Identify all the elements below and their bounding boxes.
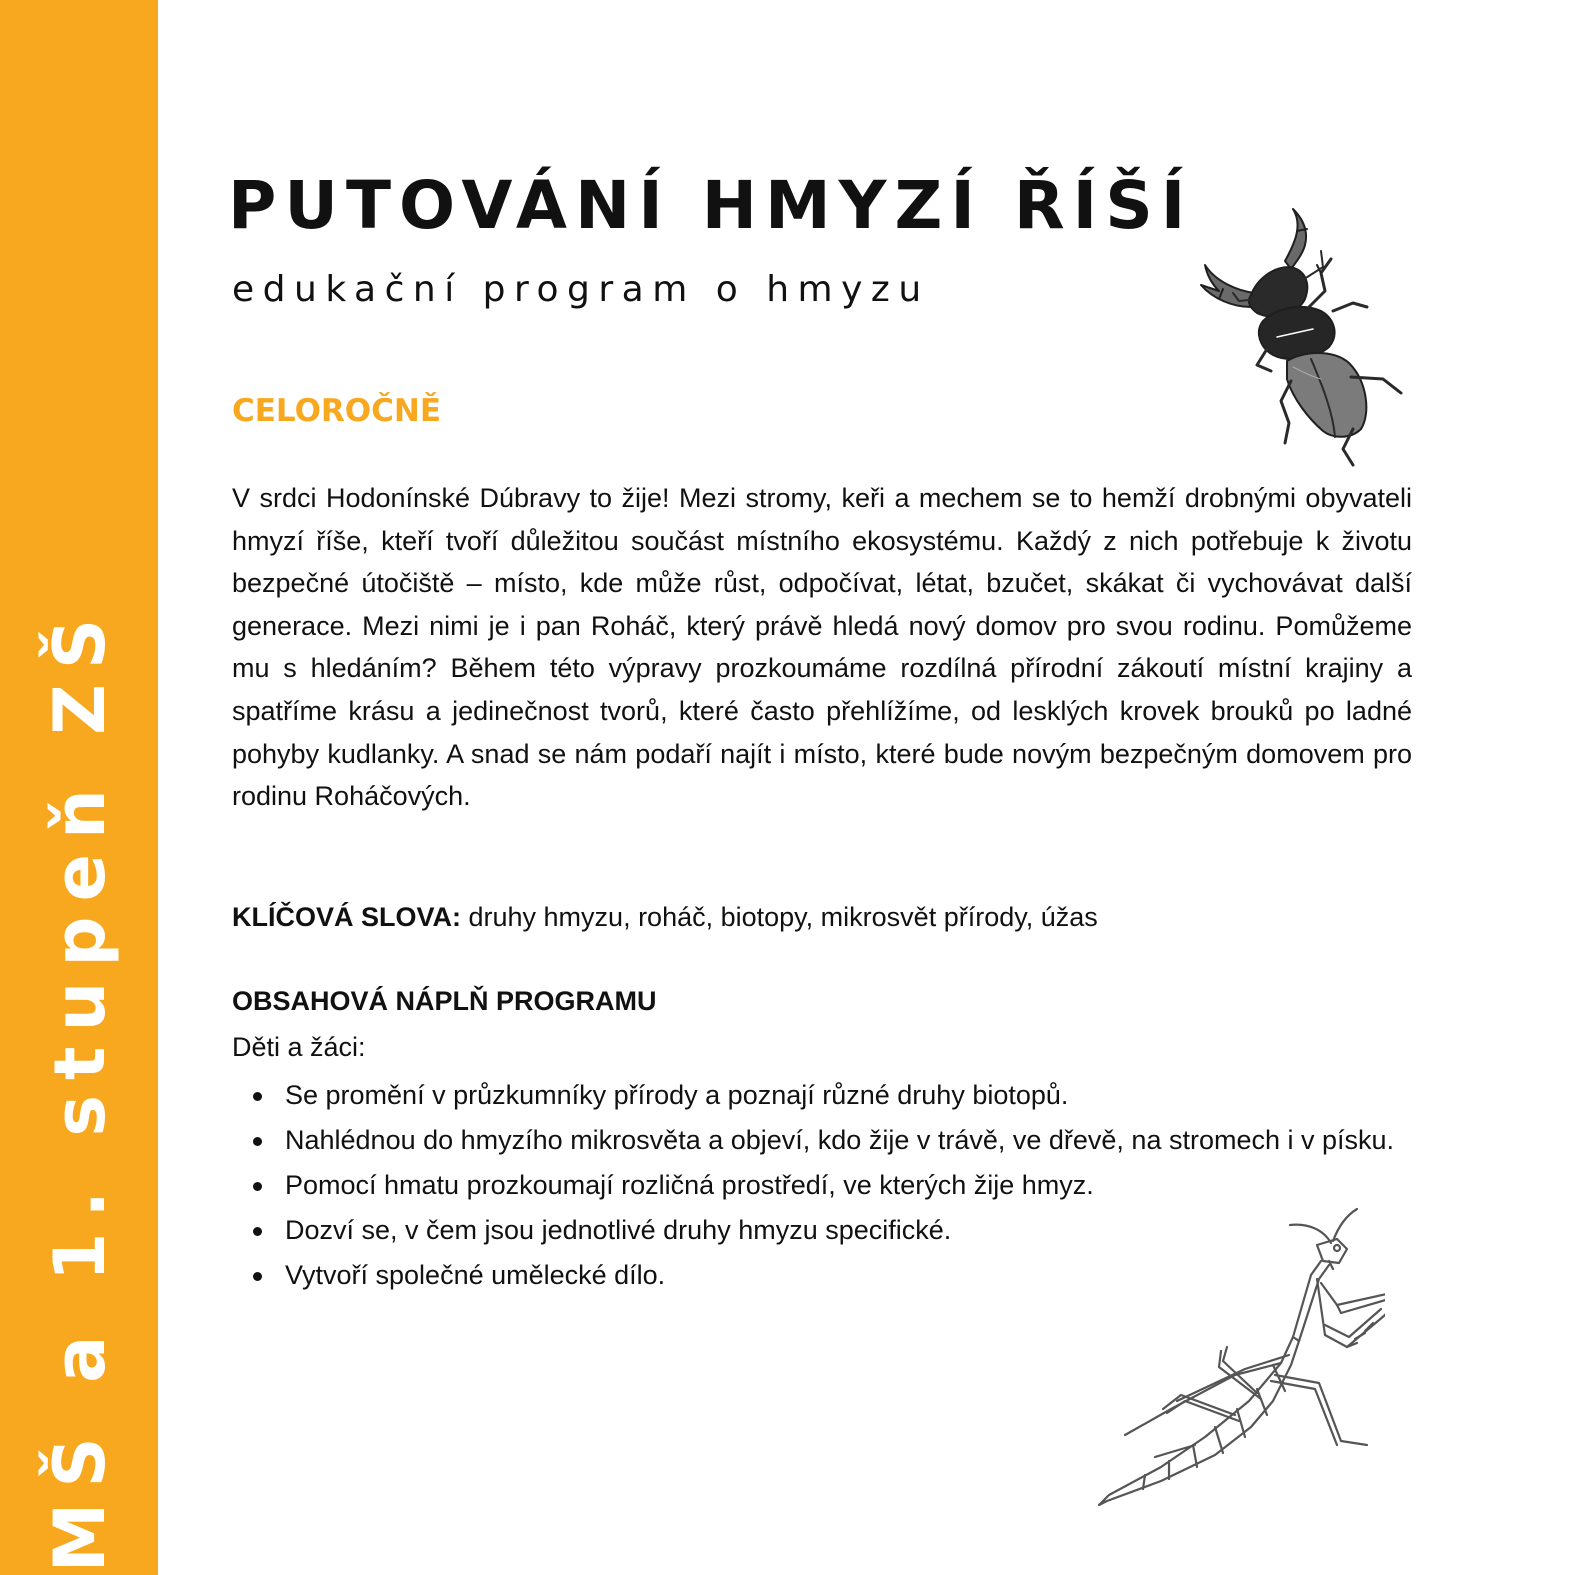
bullet-icon: [253, 1092, 262, 1101]
list-item-text: Nahlédnou do hmyzího mikrosvěta a objeví, kdo žije v trávě, ve dřevě, na stromech i v písku.: [285, 1125, 1395, 1155]
content-heading: OBSAHOVÁ NÁPLŇ PROGRAMU: [232, 986, 657, 1016]
content-intro: Děti a žáci:: [232, 1032, 366, 1062]
list-item: [232, 1118, 1417, 1163]
keywords-line: [232, 900, 1412, 935]
bullet-icon: [253, 1137, 262, 1146]
list-item-text: Vytvoří společné umělecké dílo.: [285, 1260, 666, 1290]
keywords-label: KLÍČOVÁ SLOVA:: [232, 902, 461, 932]
list-item: [232, 1073, 1417, 1118]
list-item-text: Dozví se, v čem jsou jednotlivé druhy hmyzu specifické.: [285, 1215, 952, 1245]
list-item-text: Pomocí hmatu prozkoumají rozličná prostředí, ve kterých žije hmyz.: [285, 1170, 1094, 1200]
stag-beetle-icon: [1193, 203, 1413, 468]
audience-label: MŠ a 1. stupeň ZŠ: [39, 603, 121, 1573]
bullet-icon: [253, 1272, 262, 1281]
season-label: CELOROČNĚ: [232, 393, 442, 429]
keywords-text: druhy hmyzu, roháč, biotopy, mikrosvět přírody, úžas: [461, 902, 1098, 932]
praying-mantis-icon: [1085, 1205, 1385, 1510]
list-item-text: Se promění v průzkumníky přírody a poznají různé druhy biotopů.: [285, 1080, 1069, 1110]
side-band: [0, 0, 158, 1575]
list-item: [232, 1163, 1417, 1208]
page-title: PUTOVÁNÍ HMYZÍ ŘÍŠÍ: [228, 167, 1194, 244]
bullet-icon: [253, 1227, 262, 1236]
page-subtitle: edukační program o hmyzu: [232, 269, 930, 310]
bullet-icon: [253, 1182, 262, 1191]
intro-paragraph: V srdci Hodonínské Dúbravy to žije! Mezi stromy, keři a mechem se to hemží drobnými obyvateli hmyzí říše, kteří tvoří důležitou součást místního ekosystému. Každý z nich potřebuje k životu bezpečné útočiště – místo, kde může růst, odpočívat, létat, bzučet, skákat či vychovávat další generace. Mezi nimi je i pan Roháč, který právě hledá nový domov pro svou rodinu. Pomůžeme mu s hledáním? Během této výpravy prozkoumáme rozdílná přírodní zákoutí místní krajiny a spatříme krásu a jedinečnost tvorů, které často přehlížíme, od lesklých krovek brouků po ladné pohyby kudlanky. A snad se nám podaří najít i místo, které bude novým bezpečným domovem pro rodinu Roháčových.: [232, 483, 1412, 812]
